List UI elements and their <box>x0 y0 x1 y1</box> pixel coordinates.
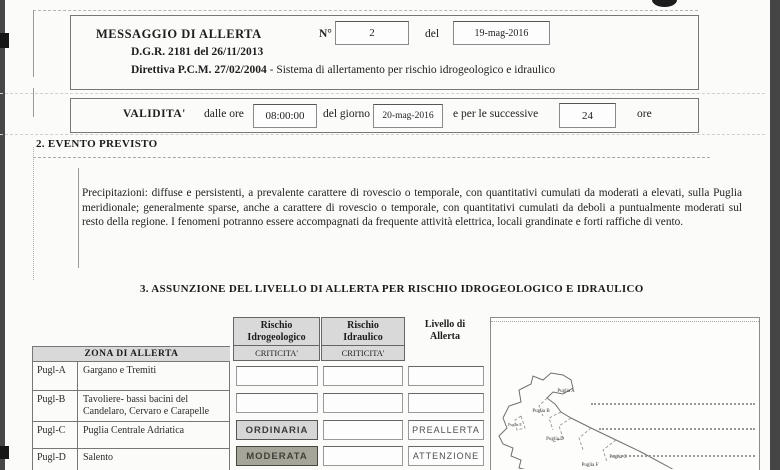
validity-box <box>70 98 699 133</box>
idro-field-pugl-a[interactable] <box>236 366 318 386</box>
hours-unit-label: ore <box>637 108 652 120</box>
idro-field-pugl-b[interactable] <box>236 393 318 413</box>
map-dotted-line-1 <box>591 403 755 405</box>
validity-label: VALIDITA' <box>123 108 186 120</box>
zone-name: Tavoliere- bassi bacini del Candelaro, Cervaro e Carapelle <box>78 391 230 421</box>
idro-field-pugl-c[interactable] <box>236 420 318 440</box>
forecast-paragraph: Precipitazioni: diffuse e persistenti, a prevalente carattere di rovescio o temporale, con quantitativi cumulati da moderati a elevati, sulla Puglia meridionale; generalmente sparse, anche a carattere di rovescio o temporale, con quantitativi cumulati da deboli a puntualmente moderati sul resto della regione. I fenomeni potranno essere accompagnati da frequente attività elettrica, locali grandinate e forti raffiche di vento. <box>82 187 742 229</box>
table-row[interactable] <box>33 391 230 422</box>
scan-mark-bottom <box>0 446 9 459</box>
section3-heading: 3. ASSUNZIONE DEL LIVELLO DI ALLERTA PER RISCHIO IDROGEOLOGICO E IDRAULICO <box>140 283 644 295</box>
col-header-rischio-idrogeologico <box>233 317 320 346</box>
livello-field-pugl-c[interactable] <box>408 420 484 440</box>
directive-bold: Direttiva P.C.M. 27/02/2004 <box>131 64 267 76</box>
map-label-puglia-b: Puglia B <box>532 409 550 414</box>
livello-value-attenzione: ATTENZIONE <box>412 451 480 461</box>
livello-value-preallerta: PREALLERTA <box>412 425 480 435</box>
validity-hours-value: 24 <box>582 109 593 122</box>
zone-code: Pugl-A <box>33 362 78 390</box>
section2-heading: 2. EVENTO PREVISTO <box>36 138 158 150</box>
map-label-puglia-e: Puglia E <box>508 422 522 427</box>
idro-value-ordinaria: ORDINARIA <box>245 424 309 436</box>
table-row[interactable] <box>33 362 230 391</box>
idro-value-moderata: MODERATA <box>246 450 308 462</box>
idra-field-pugl-d[interactable] <box>323 446 403 466</box>
criticita-idro-header: CRITICITA' <box>233 345 320 361</box>
livello-field-pugl-b[interactable] <box>408 393 484 413</box>
col-idro-line2: Idrogeologico <box>247 331 306 343</box>
col-header-livello-allerta <box>407 317 483 344</box>
document-title: MESSAGGIO DI ALLERTA <box>96 27 262 41</box>
map-panel-inner-rule <box>491 321 759 322</box>
del-label: del <box>425 28 440 40</box>
livello-field-pugl-a[interactable] <box>408 366 484 386</box>
validity-date-value: 20-mag-2016 <box>382 111 434 121</box>
col-header-rischio-idraulico <box>321 317 405 346</box>
col-idro-line1: Rischio <box>260 320 293 331</box>
table-row[interactable] <box>33 449 230 470</box>
map-zone-boundaries <box>515 398 616 462</box>
zona-di-allerta-header: ZONA DI ALLERTA <box>33 347 230 362</box>
rule-under-heading <box>33 157 710 158</box>
number-label: N° <box>319 28 332 40</box>
rule-mid-1 <box>0 93 765 94</box>
map-label-puglia-c: Puglia C <box>609 455 627 460</box>
idro-field-pugl-d[interactable] <box>236 446 318 466</box>
livello-field-pugl-d[interactable] <box>408 446 484 466</box>
criticita-idra-header: CRITICITA' <box>321 345 405 361</box>
rule-top <box>33 10 698 11</box>
validity-time-value: 08:00:00 <box>265 110 305 122</box>
successive-label: e per le successive <box>453 108 539 120</box>
header-box <box>70 15 699 90</box>
idra-field-pugl-a[interactable] <box>323 366 403 386</box>
rule-mid-2 <box>0 134 765 135</box>
map-dotted-line-3 <box>613 455 755 457</box>
alert-zones-map-panel <box>490 317 760 470</box>
col-livello-line1: Livello di <box>424 319 466 330</box>
ink-blob <box>652 0 677 7</box>
right-edge-bar <box>770 0 780 470</box>
zone-table <box>32 346 230 470</box>
map-label-puglia-d: Puglia D <box>546 437 564 442</box>
alert-date-field[interactable] <box>453 21 550 45</box>
alert-date-value: 19-mag-2016 <box>474 27 529 39</box>
zone-code: Pugl-D <box>33 449 78 470</box>
directive-reference <box>131 64 555 76</box>
table-row[interactable] <box>33 422 230 449</box>
paragraph-left-rule <box>78 168 79 268</box>
rule-left-1 <box>33 10 34 77</box>
validity-date-field[interactable] <box>373 104 443 128</box>
zone-name: Puglia Centrale Adriatica <box>78 422 230 448</box>
col-idra-line2: Idraulico <box>343 331 383 343</box>
zone-name: Gargano e Tremiti <box>78 362 230 390</box>
left-edge-bar <box>0 0 5 470</box>
validity-time-field[interactable] <box>253 104 317 128</box>
validity-hours-field[interactable] <box>559 103 616 128</box>
day-label: del giorno <box>323 108 370 120</box>
col-idra-line1: Rischio <box>347 320 379 331</box>
map-label-puglia-a: Puglia A <box>557 389 575 394</box>
zone-code: Pugl-C <box>33 422 78 448</box>
zone-name: Salento <box>78 449 230 470</box>
puglia-zones-map <box>491 318 757 469</box>
idra-field-pugl-b[interactable] <box>323 393 403 413</box>
scan-mark-top <box>0 33 9 48</box>
rule-left-3 <box>33 147 34 280</box>
map-label-puglia-f: Puglia F <box>581 463 599 468</box>
zone-code: Pugl-B <box>33 391 78 421</box>
from-hour-label: dalle ore <box>204 108 244 120</box>
dgr-reference: D.G.R. 2181 del 26/11/2013 <box>131 46 264 58</box>
map-dotted-line-2 <box>599 428 755 430</box>
col-livello-line2: Allerta <box>430 330 460 342</box>
alert-number-value: 2 <box>369 27 375 39</box>
idra-field-pugl-c[interactable] <box>323 420 403 440</box>
alert-number-field[interactable] <box>335 21 409 45</box>
directive-rest: - Sistema di allertamento per rischio idrogeologico e idraulico <box>266 64 556 76</box>
